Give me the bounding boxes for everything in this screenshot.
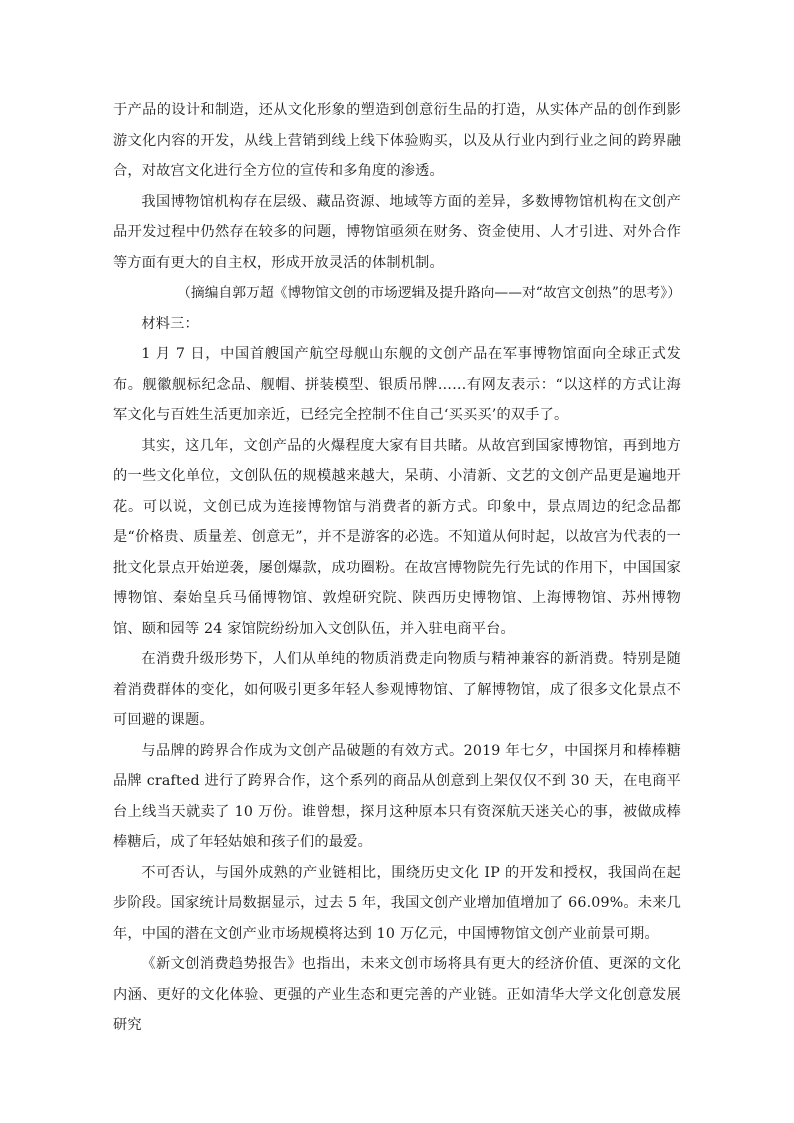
- document-body: [113, 95, 681, 1041]
- paragraph-3: 1 月 7 日，中国首艘国产航空母舰山东舰的文创产品在军事博物馆面向全球正式发布。舰徽舰标纪念品、舰帽、拼装模型、银质吊牌……有网友表示：“以这样的方式让海军文化与百姓生活更加亲近，已经完全控制不住自己‘买买买’的双手了。: [113, 346, 681, 423]
- paragraph-6: 与品牌的跨界合作成为文创产品破题的有效方式。2019 年七夕，中国探月和棒棒糖品牌 crafted 进行了跨界合作，这个系列的商品从创意到上架仅仅不到 30 天，在电商平台上线当天就卖了 10 万份。谁曾想，探月这种原本只有资深航天迷关心的事，被做成棒棒糖后，成了年轻姑娘和孩子们的最爱。: [113, 742, 681, 850]
- paragraph-2: 我国博物馆机构存在层级、藏品资源、地域等方面的差异，多数博物馆机构在文创产品开发过程中仍然存在较多的问题，博物馆亟须在财务、资金使用、人才引进、对外合作等方面有更大的自主权，形成开放灵活的体制机制。: [113, 193, 681, 271]
- paragraph-8: 《新文创消费趋势报告》也指出，未来文创市场将具有更大的经济价值、更深的文化内涵、更好的文化体验、更强的产业生态和更完善的产业链。正如清华大学文化创意发展研究: [113, 956, 681, 1033]
- paragraph-4: 其实，这几年，文创产品的火爆程度大家有目共睹。从故宫到国家博物馆，再到地方的一些文化单位，文创队伍的规模越来越大，呆萌、小清新、文艺的文创产品更是遍地开花。可以说，文创已成为连接博物馆与消费者的新方式。印象中，景点周边的纪念品都是“价格贵、质量差、创意无”，并不是游客的必选。不知道从何时起，以故宫为代表的一批文化景点开始逆袭，屡创爆款，成功圈粉。在故宫博物院先行先试的作用下，中国国家博物馆、秦始皇兵马俑博物馆、敦煌研究院、陕西历史博物馆、上海博物馆、苏州博物馆、颐和园等 24 家馆院纷纷加入文创队伍，并入驻电商平台。: [113, 437, 681, 637]
- paragraph-1: 于产品的设计和制造，还从文化形象的塑造到创意衍生品的打造，从实体产品的创作到影游文化内容的开发，从线上营销到线上线下体验购买，以及从行业内到行业之间的跨界融合，对故宫文化进行全方位的宣传和多角度的渗透。: [113, 102, 681, 179]
- material-three-label: 材料三：: [141, 315, 199, 332]
- source-citation: （摘编自郭万超《博物馆文创的市场逻辑及提升路向——对“故宫文创热”的思考》）: [177, 285, 681, 301]
- paragraph-5: 在消费升级形势下，人们从单纯的物质消费走向物质与精神兼容的新消费。特别是随着消费群体的变化，如何吸引更多年轻人参观博物馆、了解博物馆，成了很多文化景点不可回避的课题。: [113, 651, 681, 728]
- paragraph-7: 不可否认，与国外成熟的产业链相比，围绕历史文化 IP 的开发和授权，我国尚在起步阶段。国家统计局数据显示，过去 5 年，我国文创产业增加值增加了 66.09%。未来几年，中国的潜在文创产业市场规模将达到 10 万亿元，中国博物馆文创产业前景可期。: [113, 864, 681, 942]
